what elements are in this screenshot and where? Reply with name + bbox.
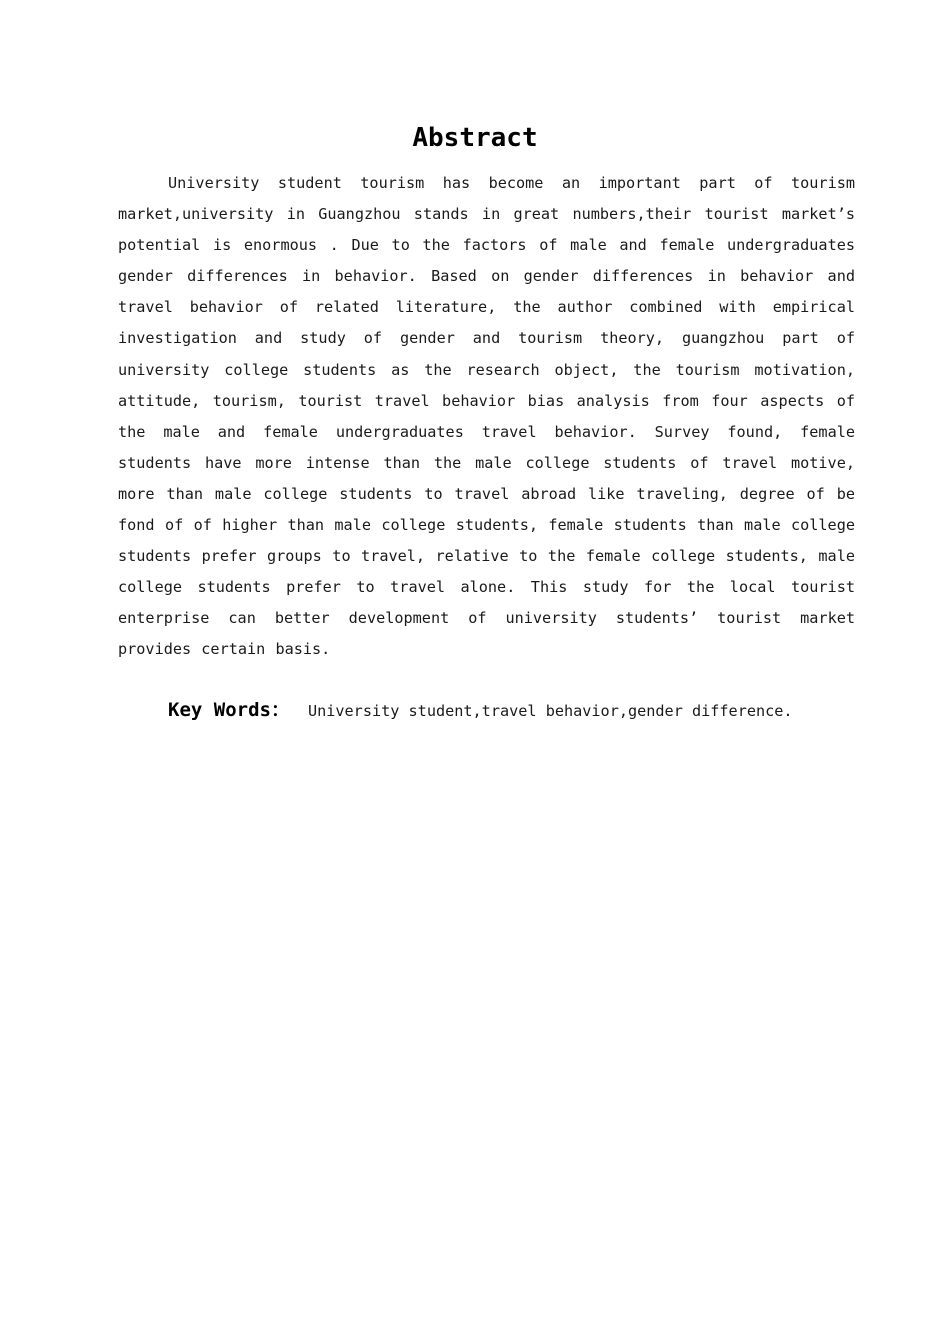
keywords-line <box>168 694 868 728</box>
abstract-title: Abstract <box>412 123 538 153</box>
keywords-label: Key Words： <box>168 699 290 721</box>
abstract-body: University student tourism has become an important part of tourism market,university in Guangzhou stands in great numbers,their tourist market’s potential is enormous . Due to the factors of male and female undergraduates gender differences in behavior. Based on gender differences in behavior and travel behavior of related literature, the author combined with empirical investigation and study of gender and tourism theory, guangzhou part of university college students as the research object, the tourism motivation, attitude, tourism, tourist travel behavior bias analysis from four aspects of the male and female undergraduates travel behavior. Survey found, female students have more intense than the male college students of travel motive, more than male college students to travel abroad like traveling, degree of be fond of of higher than male college students, female students than male college students prefer groups to travel, relative to the female college students, male college students prefer to travel alone. This study for the local tourist enterprise can better development of university students’ tourist market provides certain basis. <box>118 174 855 659</box>
keywords-value: University student,travel behavior,gender difference. <box>307 702 793 720</box>
